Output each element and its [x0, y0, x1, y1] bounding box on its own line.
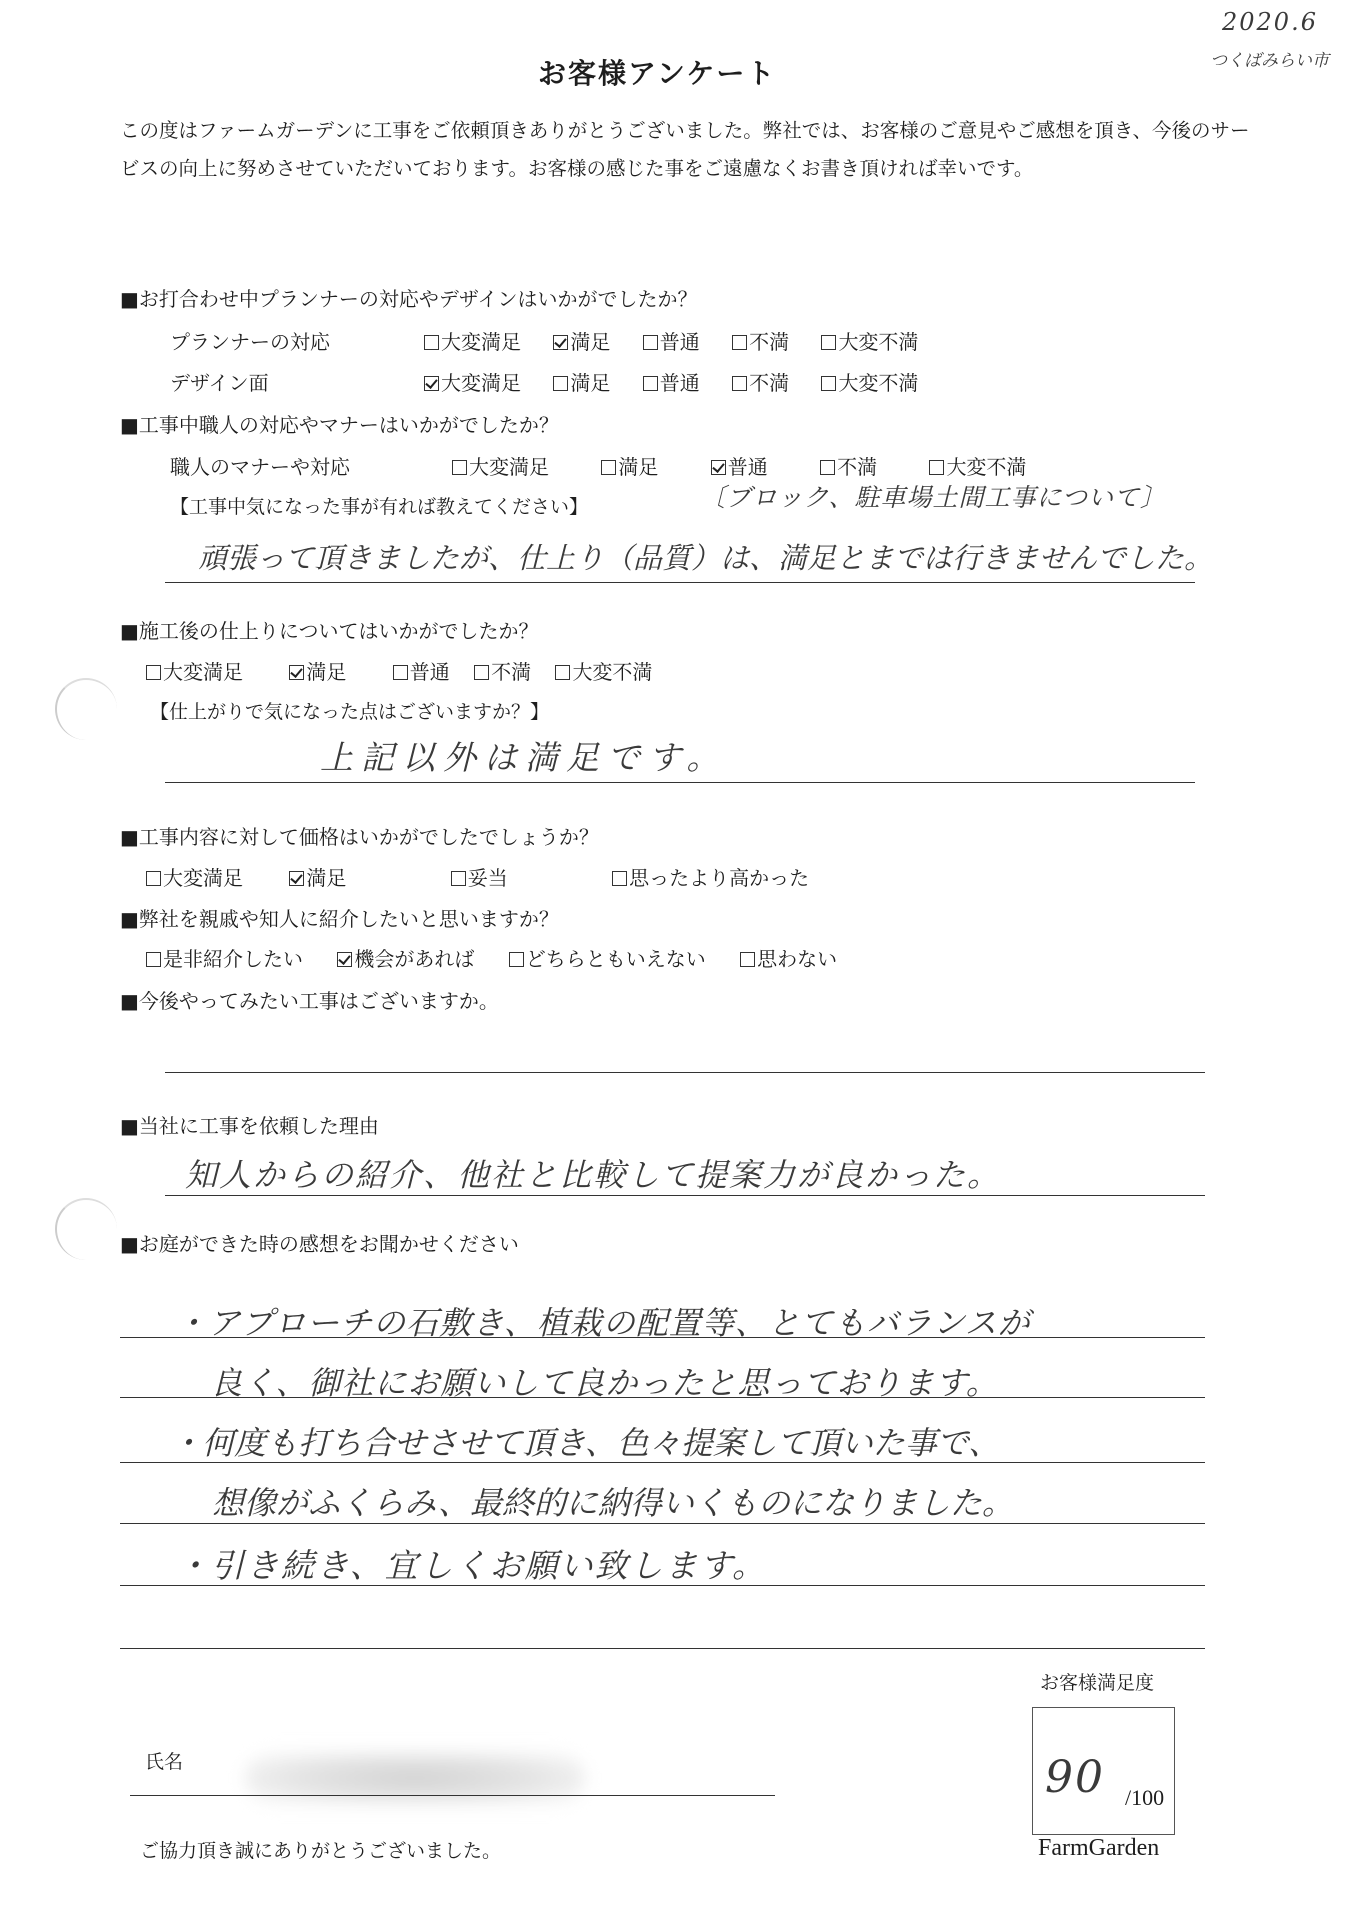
- name-label: 氏名: [145, 1751, 184, 1773]
- checkbox[interactable]: [821, 376, 836, 391]
- q1-row2-options: [424, 367, 918, 396]
- q8-ruled-line-3: [120, 1462, 1205, 1463]
- q3-opt1[interactable]: 満足: [289, 660, 346, 684]
- checkbox[interactable]: [732, 376, 747, 391]
- q1-row2-opt2[interactable]: 普通: [643, 371, 700, 395]
- q4-opt0[interactable]: 大変満足: [146, 866, 243, 890]
- q1-row1-opt0[interactable]: 大変満足: [424, 330, 521, 354]
- checkbox[interactable]: [643, 335, 658, 350]
- redacted-name: [245, 1752, 585, 1804]
- checkbox[interactable]: [612, 871, 627, 886]
- q3-opt2[interactable]: 普通: [393, 660, 450, 684]
- q1-row2-opt0[interactable]: 大変満足: [424, 371, 521, 395]
- q6-question: ■今後やってみたい工事はございますか。: [120, 989, 499, 1013]
- q1-row1-opt4[interactable]: 大変不満: [821, 330, 918, 354]
- q8-line-4: 想像がふくらみ、最終的に納得いくものになりました。: [212, 1484, 1014, 1522]
- q3-opt0[interactable]: 大変満足: [146, 660, 243, 684]
- q2-opt2[interactable]: 普通: [711, 455, 768, 479]
- q8-line-3: ・何度も打ち合せさせて頂き、色々提案して頂いた事で、: [170, 1424, 1001, 1462]
- satisfaction-value: 90: [1045, 1752, 1105, 1803]
- name-line: [130, 1795, 775, 1796]
- q4-opt2[interactable]: 妥当: [451, 866, 508, 890]
- checkbox[interactable]: [146, 871, 161, 886]
- q2-comment-handwriting-1: 〔ブロック、駐車場土間工事について〕: [700, 483, 1167, 512]
- checkbox[interactable]: [732, 335, 747, 350]
- q3-opt4[interactable]: 大変不満: [555, 660, 652, 684]
- checkbox-checked[interactable]: [553, 335, 568, 350]
- q1-row1-options: [424, 326, 918, 355]
- q4-opt1[interactable]: 満足: [289, 866, 346, 890]
- intro-text: この度はファームガーデンに工事をご依頼頂きありがとうございました。弊社では、お客様のご意見やご感想を頂き、今後のサービスの向上に努めさせていただいております。お客様の感じた事をご遠慮なくお書き頂ければ幸いです。: [120, 119, 1250, 180]
- q3-comment-handwriting: 上記以外は満足です。: [320, 738, 728, 777]
- q8-ruled-line-6: [120, 1648, 1205, 1649]
- q2-options: [452, 451, 1026, 480]
- q2-comment-label: 【工事中気になった事が有れば教えてください】: [170, 496, 589, 518]
- checkbox[interactable]: [451, 871, 466, 886]
- q3-options: [146, 656, 652, 685]
- q2-opt0[interactable]: 大変満足: [452, 455, 549, 479]
- q1-question: ■お打合わせ中プランナーの対応やデザインはいかがでしたか？: [120, 287, 698, 311]
- checkbox[interactable]: [393, 665, 408, 680]
- checkbox[interactable]: [146, 952, 161, 967]
- q8-ruled-line-2: [120, 1397, 1205, 1398]
- checkbox[interactable]: [601, 460, 616, 475]
- checkbox[interactable]: [452, 460, 467, 475]
- q2-opt4[interactable]: 大変不満: [929, 455, 1026, 479]
- q4-question: ■工事内容に対して価格はいかがでしたでしょうか？: [120, 825, 599, 849]
- q1-row2-opt4[interactable]: 大変不満: [821, 371, 918, 395]
- punch-hole-top: [55, 678, 117, 740]
- checkbox[interactable]: [509, 952, 524, 967]
- checkbox-checked[interactable]: [711, 460, 726, 475]
- q8-line-1: ・アプローチの石敷き、植栽の配置等、とてもバランスが: [175, 1304, 1031, 1342]
- checkbox-checked[interactable]: [424, 376, 439, 391]
- q8-ruled-line-1: [120, 1337, 1205, 1338]
- q7-question: ■当社に工事を依頼した理由: [120, 1114, 379, 1138]
- checkbox[interactable]: [821, 335, 836, 350]
- page-title: お客様アンケート: [538, 57, 777, 90]
- q8-ruled-line-5: [120, 1585, 1205, 1586]
- corner-location: つくばみらい市: [1210, 51, 1329, 71]
- q5-opt1[interactable]: 機会があれば: [337, 947, 474, 971]
- checkbox[interactable]: [820, 460, 835, 475]
- q8-line-5: ・引き続き、宜しくお願い致します。: [176, 1546, 768, 1585]
- q8-line-2: 良く、御社にお願いして良かったと思っております。: [210, 1364, 999, 1402]
- q4-opt3[interactable]: 思ったより高かった: [612, 866, 809, 890]
- q1-row1-opt3[interactable]: 不満: [732, 330, 789, 354]
- q7-answer-handwriting: 知人からの紹介、他社と比較して提案力が良かった。: [185, 1156, 1002, 1194]
- brand-name: FarmGarden: [1038, 1835, 1160, 1861]
- q2-question: ■工事中職人の対応やマナーはいかがでしたか？: [120, 413, 559, 437]
- q3-answer-line: [165, 782, 1195, 783]
- q5-opt2[interactable]: どちらともいえない: [509, 947, 706, 971]
- checkbox[interactable]: [424, 335, 439, 350]
- checkbox[interactable]: [643, 376, 658, 391]
- q2-opt1[interactable]: 満足: [601, 455, 658, 479]
- q7-answer-line: [165, 1195, 1205, 1196]
- q8-ruled-line-4: [120, 1523, 1205, 1524]
- q2-answer-line: [165, 582, 1195, 583]
- q3-opt3[interactable]: 不満: [474, 660, 531, 684]
- q1-row1-label: プランナーの対応: [170, 330, 330, 354]
- thanks-text: ご協力頂き誠にありがとうございました。: [140, 1840, 502, 1862]
- q5-options: [146, 943, 837, 972]
- q3-question: ■施工後の仕上りについてはいかがでしたか？: [120, 619, 539, 643]
- q1-row1-opt1[interactable]: 満足: [553, 330, 610, 354]
- q8-question: ■お庭ができた時の感想をお聞かせください: [120, 1232, 519, 1256]
- checkbox[interactable]: [929, 460, 944, 475]
- checkbox-checked[interactable]: [337, 952, 352, 967]
- q1-row2-opt1[interactable]: 満足: [553, 371, 610, 395]
- corner-date: 2020.6: [1222, 8, 1318, 36]
- punch-hole-bottom: [55, 1198, 117, 1260]
- q2-opt3[interactable]: 不満: [820, 455, 877, 479]
- q1-row2-opt3[interactable]: 不満: [732, 371, 789, 395]
- checkbox[interactable]: [555, 665, 570, 680]
- satisfaction-label: お客様満足度: [1040, 1672, 1155, 1694]
- checkbox[interactable]: [146, 665, 161, 680]
- checkbox[interactable]: [740, 952, 755, 967]
- q2-row-label: 職人のマナーや対応: [170, 455, 350, 479]
- q5-question: ■弊社を親戚や知人に紹介したいと思いますか？: [120, 907, 559, 931]
- q5-opt3[interactable]: 思わない: [740, 947, 837, 971]
- q6-answer-line: [165, 1072, 1205, 1073]
- checkbox[interactable]: [553, 376, 568, 391]
- q1-row2-label: デザイン面: [170, 371, 269, 395]
- satisfaction-max: /100: [1125, 1785, 1165, 1810]
- checkbox-checked[interactable]: [289, 871, 304, 886]
- q5-opt0[interactable]: 是非紹介したい: [146, 947, 303, 971]
- q3-comment-label: 【仕上がりで気になった点はございますか？】: [150, 701, 550, 723]
- checkbox[interactable]: [474, 665, 489, 680]
- checkbox-checked[interactable]: [289, 665, 304, 680]
- q2-comment-handwriting-2: 頑張って頂きましたが、仕上り（品質）は、満足とまでは行きませんでした。: [198, 541, 1214, 575]
- q4-options: [146, 862, 809, 891]
- q1-row1-opt2[interactable]: 普通: [643, 330, 700, 354]
